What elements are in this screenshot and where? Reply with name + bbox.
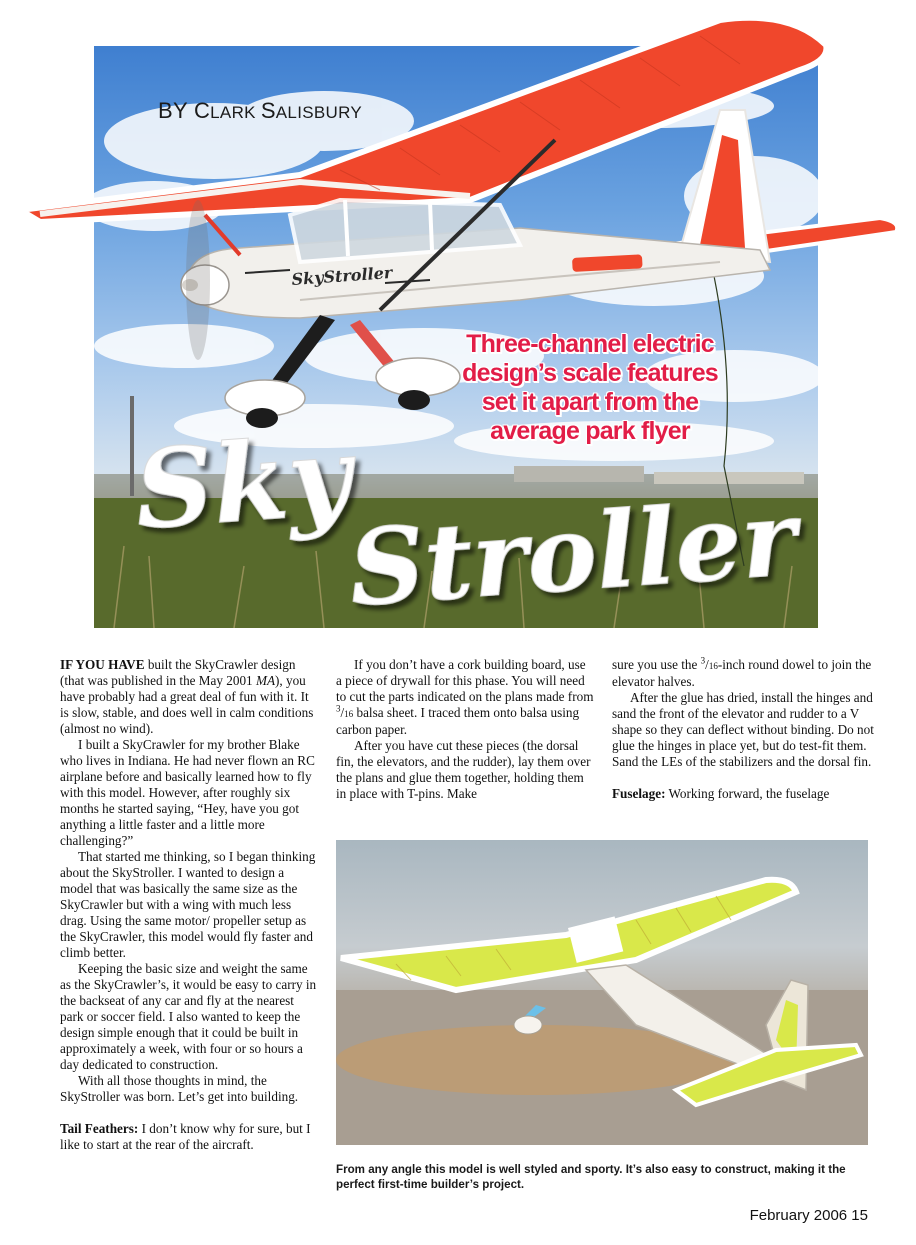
paragraph: With all those thoughts in mind, the SkyStroller was born. Let’s get into building. — [60, 1073, 299, 1104]
model-photo — [336, 840, 868, 1145]
paragraph: Keeping the basic size and weight the same as the SkyCrawler’s, it would be easy to carry in the backseat of any car and fly at the nearest park or soccer field. I also wanted to keep the design simple enough that it could be built in approximately a week, with four or so hours a day dedicated to construction. — [60, 961, 317, 1072]
tagline-line: set it apart from the — [481, 388, 699, 416]
fuselage-lettering: SkyStroller — [290, 263, 393, 289]
paragraph: After you have cut these pieces (the dorsal fin, the elevators, and the rudder), lay them over the plans and glue them together, holding them in place with T-pins. Make — [336, 738, 591, 801]
article-column-1 — [60, 657, 318, 1153]
model-wing — [341, 880, 796, 990]
photo-caption: From any angle this model is well styled and sporty. It’s also easy to construct, making it the perfect first-time builder’s project. — [336, 1163, 846, 1191]
paragraph: After the glue has dried, install the hinges and sand the front of the elevator and rudder to a V shape so they can deflect without binding. Do not glue the hinges in place yet, but do test-fit them. Sand the LEs of the stabilizers and the dorsal fin. — [612, 690, 874, 769]
page-folio: February 2006 15 — [749, 1207, 868, 1224]
article-column-2 — [336, 657, 594, 802]
paragraph: sure you use the $^3$/16-inch round dowel to join the elevator halves. — [612, 655, 872, 689]
title-sky: Sky — [131, 413, 355, 554]
paragraph: I built a SkyCrawler for my brother Blake who lives in Indiana. He had never flown an RC airplane before and basically learned how to fly with this model. However, after roughly six months he started saying, “Hey, have you got anything a little faster and a little more challenging?” — [60, 737, 315, 848]
paragraph: If you don’t have a cork building board, use a piece of drywall for this phase. You will need to cut the parts indicated on the plans made from $^3$/16 balsa sheet. I traced them onto balsa using carbon paper. — [336, 657, 594, 737]
subhead-paragraph: Fuselage: Working forward, the fuselage — [612, 786, 830, 801]
paragraph: That started me thinking, so I began thinking about the SkyStroller. I wanted to design a model that was basically the same size as the SkyCrawler but with a wing with much less drag. Using the same motor/ propeller setup as the SkyCrawler, this model would fly faster and climb better. — [60, 849, 316, 960]
subhead-paragraph: Tail Feathers: I don’t know why for sure, but I like to start at the rear of the aircraft. — [60, 1121, 311, 1152]
model-photo-scene — [336, 840, 868, 1145]
title-stroller: Stroller — [345, 476, 800, 630]
article-column-3 — [612, 657, 874, 802]
byline: BY CLARK SALISBURY — [158, 98, 362, 123]
tagline-line: average park flyer — [490, 417, 690, 445]
tagline-line: Three-channel electric — [466, 330, 714, 358]
paragraph: IF YOU HAVE built the SkyCrawler design (that was published in the May 2001 MA), you have probably had a great deal of fun with it. It is slow, stable, and does well in calm conditions (almost no wind). — [60, 657, 314, 736]
tagline-line: design’s scale features — [462, 359, 718, 387]
